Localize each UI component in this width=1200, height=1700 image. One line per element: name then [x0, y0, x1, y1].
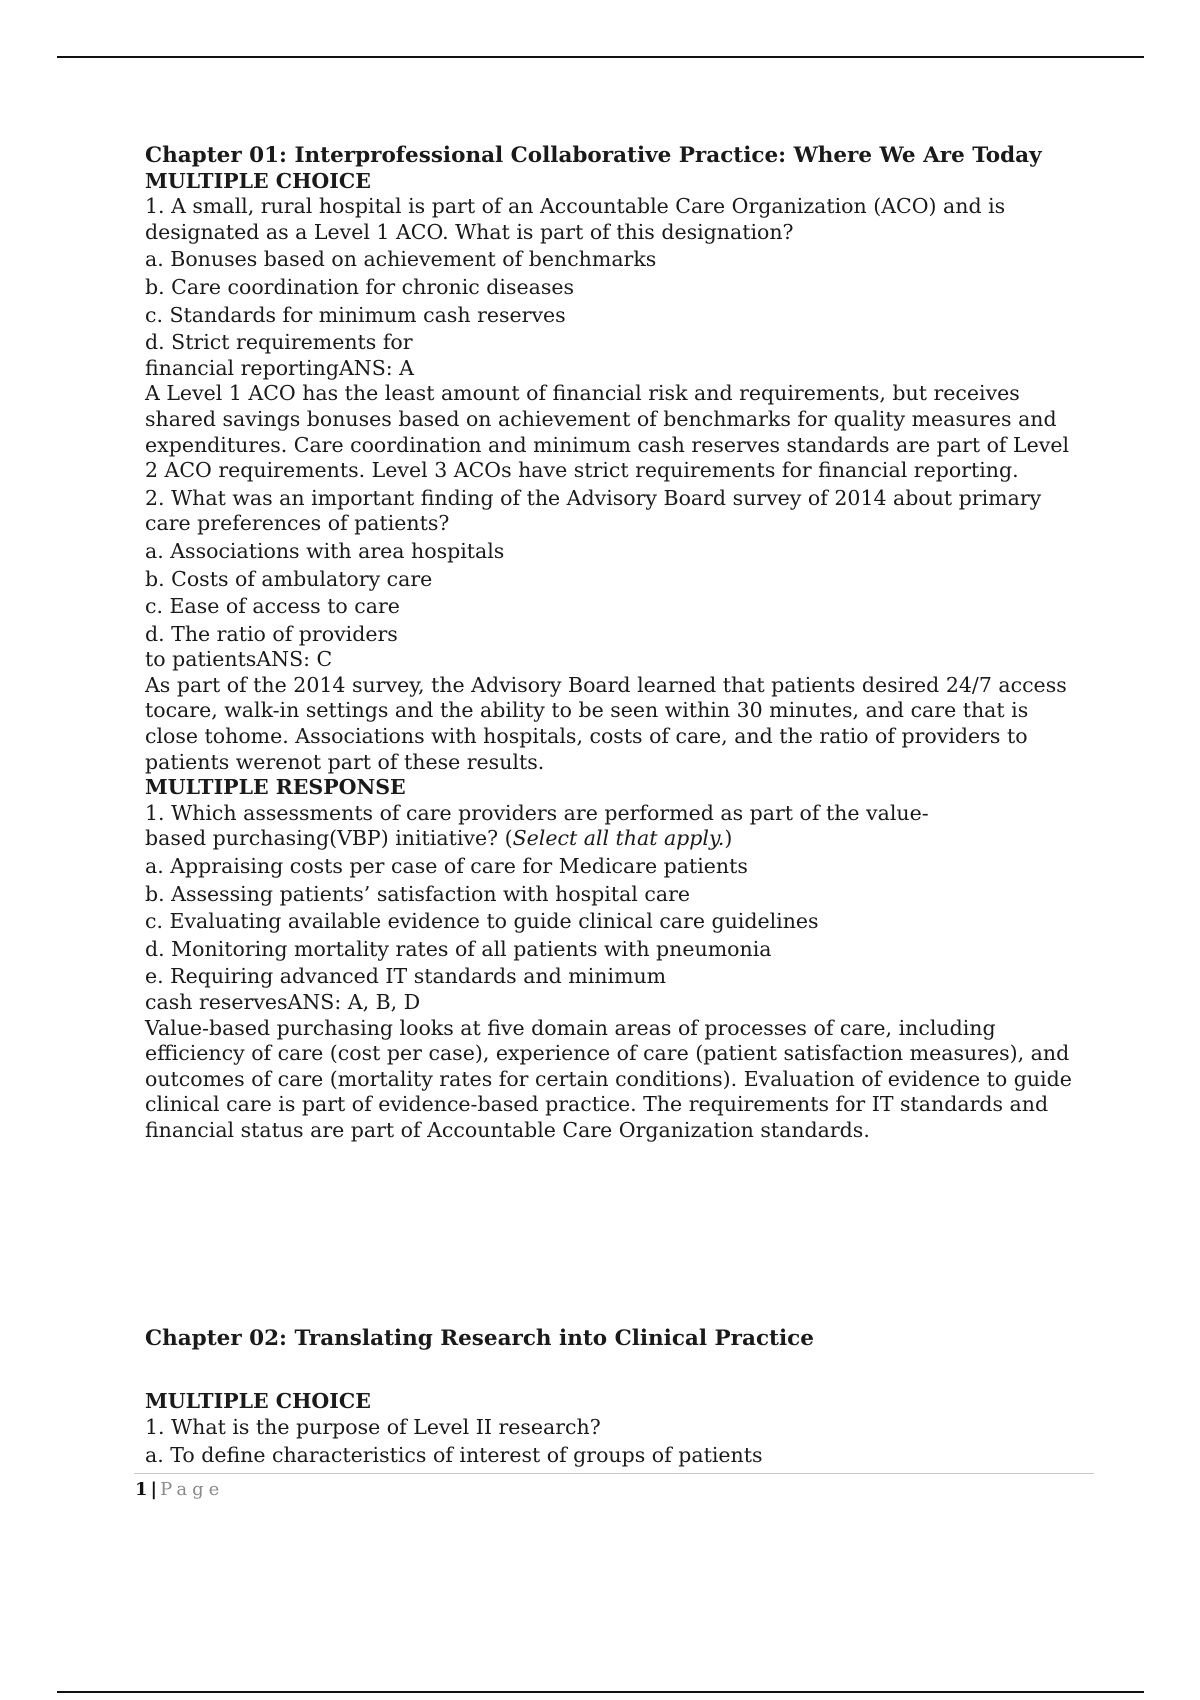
mr-question-1-option-c: c. Evaluating available evidence to guide clinical care guidelines — [145, 909, 819, 934]
chapter-1-mc-heading: MULTIPLE CHOICE — [145, 168, 371, 193]
chapter-1-title: Chapter 01: Interprofessional Collaborative Practice: Where We Are Today — [145, 143, 1042, 168]
page-footer — [135, 1479, 224, 1501]
mr-question-1-stem-end: ) — [724, 826, 733, 851]
question-1-rationale: A Level 1 ACO has the least amount of financial risk and requirements, but receives shared savings bonuses based on achievement of benchmarks for quality measures and expenditures. Care coordination and minimum cash reserves standards are part of Level 2 ACO requirements. Level 3 ACOs have strict requirements for financial reporting. — [145, 381, 1070, 483]
question-2-option-a: a. Associations with area hospitals — [145, 538, 505, 563]
chapter-2-question-1-option-a: a. To define characteristics of interest of groups of patients — [145, 1443, 763, 1467]
question-2-option-d-answer: d. The ratio of providers to patientsANS: C — [145, 621, 398, 672]
chapter-1-section — [145, 143, 1085, 1144]
chapter-2-question-1-stem: 1. What is the purpose of Level II research? — [145, 1415, 601, 1439]
question-1-option-a: a. Bonuses based on achievement of benchmarks — [145, 247, 657, 272]
mr-question-1-rationale: Value-based purchasing looks at five domain areas of processes of care, including efficiency of care (cost per case), experience of care (patient satisfaction measures), and outcomes of care (mortality rates for certain conditions). Evaluation of evidence to guide clinical care is part of evidence-based practice. The requirements for IT standards and financial status are part of Accountable Care Organization standards. — [145, 1015, 1072, 1142]
chapter-2-mc-heading: MULTIPLE CHOICE — [145, 1389, 371, 1413]
chapter-2-title: Chapter 02: Translating Research into Clinical Practice — [145, 1326, 814, 1351]
mr-question-1-option-a: a. Appraising costs per case of care for Medicare patients — [145, 854, 748, 879]
question-1-option-c: c. Standards for minimum cash reserves — [145, 302, 566, 327]
chapter-1-mr-heading: MULTIPLE RESPONSE — [145, 775, 406, 800]
chapter-2-section — [145, 1326, 1085, 1468]
mr-question-1-stem-main: 1. Which assessments of care providers are performed as part of the value-based purchasing(VBP) initiative? ( — [145, 800, 929, 851]
header-rule — [57, 56, 1144, 58]
mr-question-1-stem-italic: Select all that apply. — [512, 826, 725, 851]
question-1-option-d-answer: d. Strict requirements for financial reportingANS: A — [145, 330, 414, 380]
question-2-stem: 2. What was an important finding of the Advisory Board survey of 2014 about primary care preferences of patients? — [145, 485, 1042, 536]
mr-question-1-option-d: d. Monitoring mortality rates of all patients with pneumonia — [145, 936, 772, 961]
footer-rule — [134, 1473, 1094, 1474]
mr-question-1-option-b: b. Assessing patients’ satisfaction with hospital care — [145, 881, 691, 906]
question-2-rationale: As part of the 2014 survey, the Advisory Board learned that patients desired 24/7 access tocare, walk-in settings and the ability to be seen within 30 minutes, and care that is close tohome. Associations with hospitals, costs of care, and the ratio of providers to patients werenot part of these results. — [145, 672, 1067, 774]
question-1-option-b: b. Care coordination for chronic diseases — [145, 274, 574, 299]
question-2-option-c: c. Ease of access to care — [145, 594, 400, 619]
bottom-rule — [57, 1691, 1144, 1693]
footer-separator: | — [150, 1479, 158, 1500]
mr-question-1-option-e-answer: e. Requiring advanced IT standards and minimum cash reservesANS: A, B, D — [145, 964, 667, 1014]
question-2-option-b: b. Costs of ambulatory care — [145, 566, 433, 591]
page-label: Page — [160, 1479, 225, 1500]
question-1-stem: 1. A small, rural hospital is part of an Accountable Care Organization (ACO) and is designated as a Level 1 ACO. What is part of this designation? — [145, 194, 1006, 244]
mr-question-1-stem — [145, 801, 945, 852]
page-number: 1 — [135, 1479, 148, 1500]
